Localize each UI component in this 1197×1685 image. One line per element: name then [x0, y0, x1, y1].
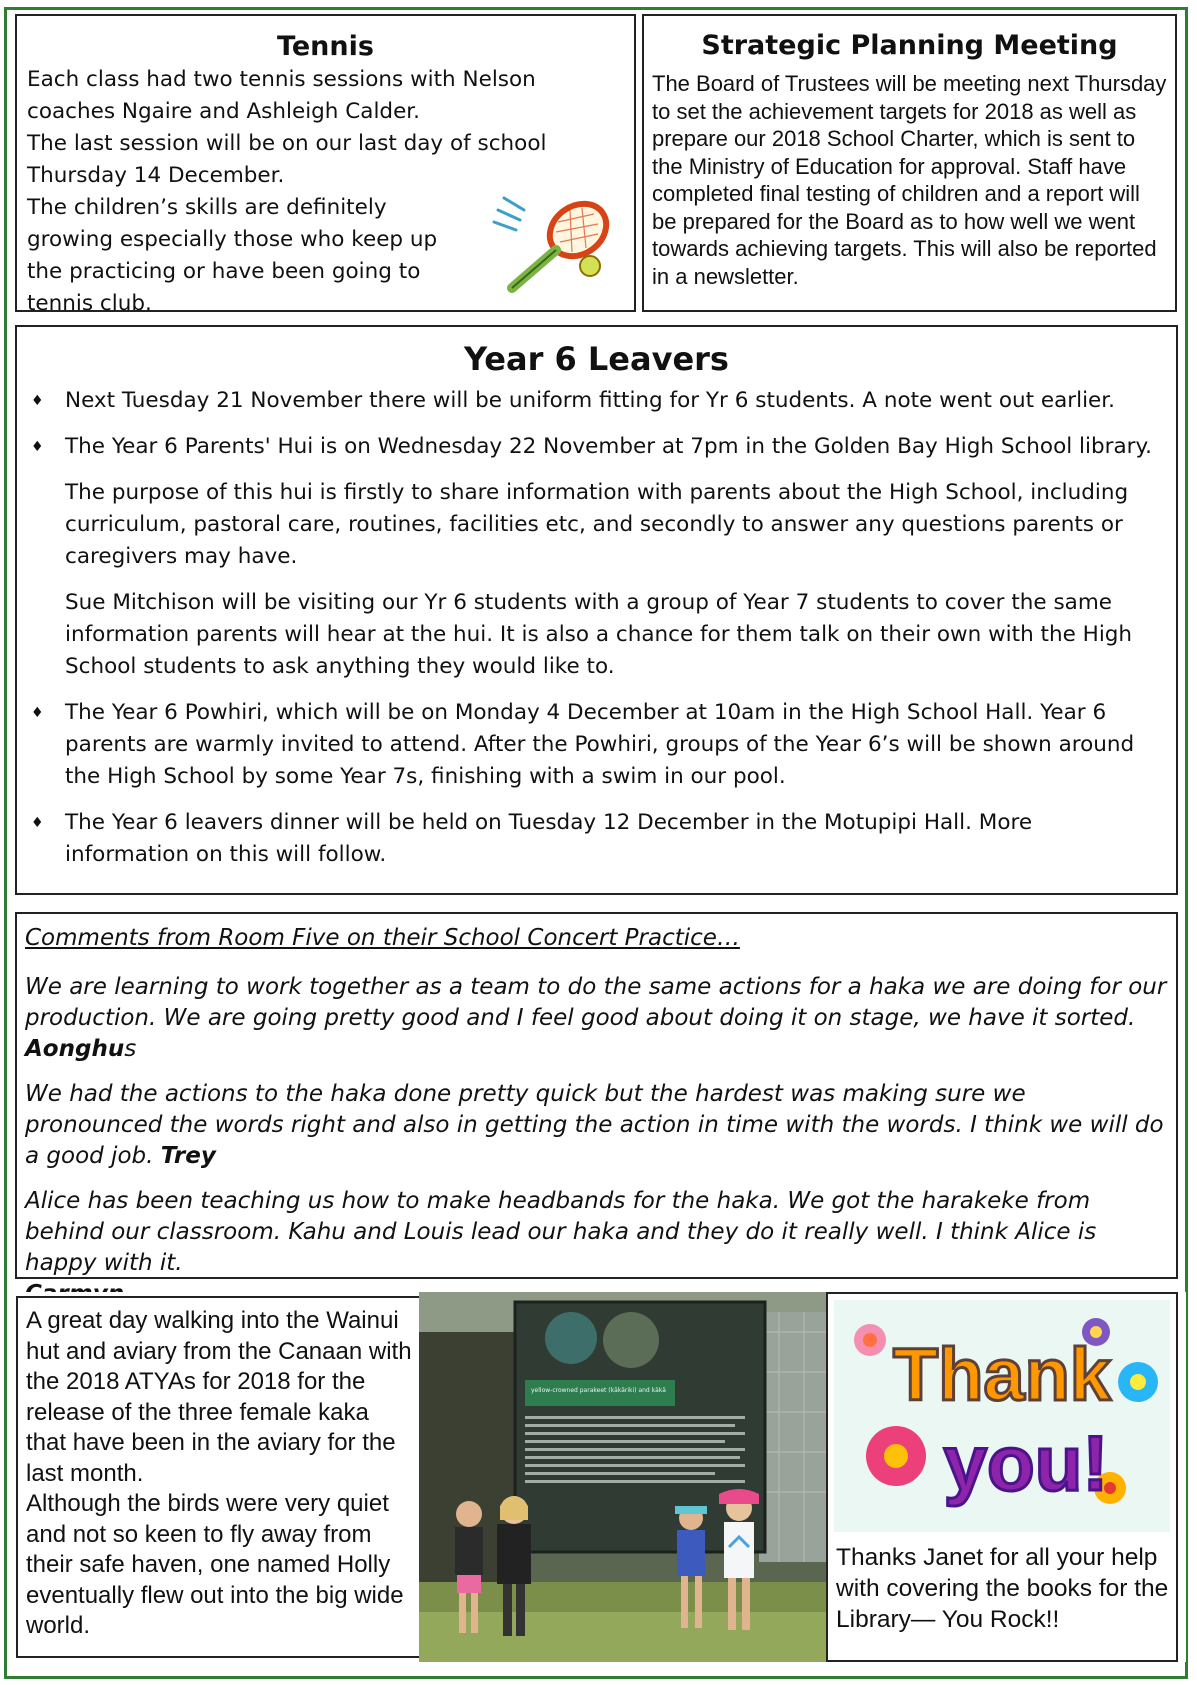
flower-icon — [1118, 1362, 1158, 1402]
diamond-bullet-icon: ♦ — [31, 439, 44, 455]
thanks-message: Thanks Janet for all your help with covering the books for the Library— You Rock!! — [836, 1544, 1169, 1633]
you-text: you! — [943, 1419, 1109, 1507]
year6-bullet-item: ♦ Next Tuesday 21 November there will be uniform fitting for Yr 6 students. A note went out earlier. — [31, 385, 1162, 417]
diamond-bullet-icon: ♦ — [31, 815, 44, 831]
tennis-title: Tennis — [277, 31, 374, 62]
quote-author: Aonghu — [25, 1036, 125, 1062]
strategic-title: Strategic Planning Meeting — [701, 30, 1118, 61]
year6-bullet-item: ♦ The Year 6 Parents' Hui is on Wednesday 22 November at 7pm in the Golden Bay High School library. — [31, 431, 1162, 463]
tennis-paragraph: The last session will be on our last day of school Thursday 14 December. — [27, 131, 547, 188]
thank-you-section — [826, 1292, 1178, 1662]
flower-icon — [866, 1426, 926, 1486]
student-quote: We are learning to work together as a team to do the same actions for a haka we are doing for our production. We are going pretty good and I feel good about doing it on stage, we have it sorted. Aonghus — [25, 974, 1167, 1062]
thank-text: Thank — [893, 1333, 1111, 1416]
strategic-body: The Board of Trustees will be meeting next Thursday to set the achievement targets for 2018 as well as prepare our 2018 School Charter, which is sent to the Ministry of Education for approval. Staff have completed final testing of children and a report will be prepared for the Board as to how well we went towards achieving targets. This will also be reported in a newsletter. — [652, 71, 1167, 289]
kaka-paragraph: A great day walking into the Wainui hut and aviary from the Canaan with the 2018 ATYAs for 2018 for the release of the three female kaka that have been in the aviary for the last month. — [26, 1307, 412, 1487]
room-five-comments-section — [15, 912, 1178, 1279]
thank-you-graphic — [834, 1300, 1170, 1532]
year6-bullet-item: ♦ The Year 6 Powhiri, which will be on Monday 4 December at 10am in the High School Hall. Year 6 parents are warmly invited to attend. After the Powhiri, groups of the Year 6’s will be shown around the High School by some Year 7s, finishing with a swim in our pool. — [31, 697, 1162, 793]
diamond-bullet-icon: ♦ — [31, 393, 44, 409]
year6-leavers-section — [15, 325, 1178, 895]
tennis-racquet-icon — [490, 192, 620, 302]
aviary-photo-illustration — [419, 1292, 828, 1662]
students-at-aviary-photo — [419, 1292, 828, 1662]
tennis-paragraph: The children’s skills are definitely growing especially those who keep up the practicing or have been going to tennis club. — [27, 195, 438, 316]
student-quote: Alice has been teaching us how to make headbands for the haka. We got the harakeke from behind our classroom. Kahu and Louis lead our haka and they do it really well. I think Alice is happy with it. — [25, 1186, 1168, 1310]
kaka-paragraph: Although the birds were very quiet and not so keen to fly away from their safe haven, one named Holly eventually flew out into the big wide world. — [26, 1490, 404, 1639]
year6-bullet-item: ♦ The Year 6 leavers dinner will be held on Tuesday 12 December in the Motupipi Hall. More information on this will follow. — [31, 807, 1162, 871]
tennis-section — [15, 14, 636, 316]
quote-author: Trey — [160, 1143, 216, 1169]
student-quote: We had the actions to the haka done pretty quick but the hardest was making sure we pronounced the words right and also in getting the action in time with the words. I think we will do a good job. Trey — [25, 1081, 1164, 1169]
flower-icon — [854, 1324, 886, 1356]
year6-paragraph: The purpose of this hui is firstly to share information with parents about the High School, including curriculum, pastoral care, routines, facilities etc, and secondly to answer any questions parents or caregivers may have. — [65, 480, 1129, 569]
strategic-planning-section — [642, 14, 1177, 312]
comments-heading: Comments from Room Five on their School Concert Practice… — [25, 925, 740, 951]
year6-paragraph: Sue Mitchison will be visiting our Yr 6 students with a group of Year 7 students to cover the same information parents will hear at the hui. It is also a chance for them talk on their own with the High School students to ask anything they would like to. — [65, 590, 1133, 679]
year6-title: Year 6 Leavers — [464, 340, 729, 378]
diamond-bullet-icon: ♦ — [31, 705, 44, 721]
tennis-paragraph: Each class had two tennis sessions with Nelson coaches Ngaire and Ashleigh Calder. — [27, 67, 536, 124]
kaka-text-box — [16, 1296, 423, 1658]
sign-title-text: yellow-crowned parakeet (kākāriki) and kākā — [531, 1387, 666, 1394]
